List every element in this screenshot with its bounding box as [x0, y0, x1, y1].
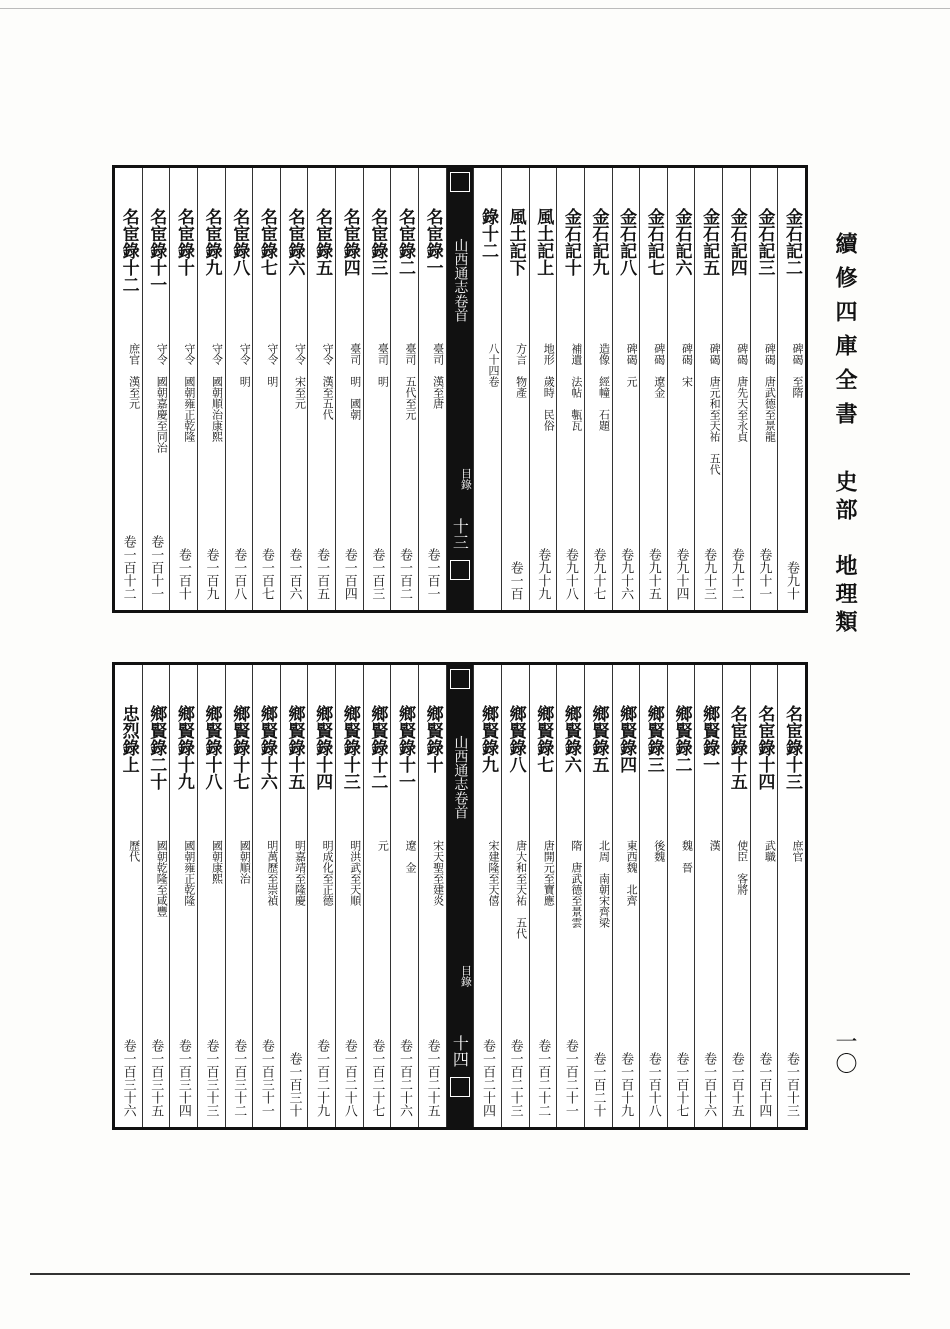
entry-note: 遼 金 — [404, 840, 418, 873]
toc-column — [473, 665, 501, 1127]
entry-title: 鄉賢錄一 — [699, 705, 720, 773]
entry-title: 金石記四 — [726, 208, 747, 276]
entry-title: 鄉賢錄六 — [560, 705, 581, 773]
entry-note: 庶官 漢至元 — [127, 343, 141, 409]
entry-title: 名宦錄十五 — [726, 705, 747, 790]
entry-juan: 卷九十七 — [590, 548, 606, 600]
entry-juan: 卷九十九 — [535, 548, 551, 600]
entry-title: 鄉賢錄十一 — [395, 705, 416, 790]
entry-note: 臺司 五代至元 — [404, 343, 418, 420]
entry-juan: 卷一百二十四 — [479, 1039, 495, 1117]
fold-fishtail-top — [450, 172, 471, 192]
entry-title: 名宦錄七 — [256, 208, 277, 276]
entry-note: 造像 經幢 石題 — [597, 343, 611, 431]
entry-note: 武職 — [763, 840, 777, 862]
entry-juan: 卷一百九 — [203, 548, 219, 600]
entry-juan: 卷一百二十一 — [562, 1039, 578, 1117]
entry-note: 明嘉靖至隆慶 — [293, 840, 307, 906]
entry-juan: 卷一百十 — [175, 548, 191, 600]
entry-title: 鄉賢錄二十 — [146, 705, 167, 790]
toc-column — [390, 665, 418, 1127]
entry-juan: 卷一百二十五 — [424, 1039, 440, 1117]
book-series-title: 續修四庫全書 — [832, 232, 858, 436]
entry-note: 國朝順治 — [238, 840, 252, 884]
toc-column — [694, 665, 722, 1127]
entry-title: 名宦錄十二 — [118, 208, 139, 293]
toc-column — [307, 168, 335, 610]
fold-label: 目錄 — [459, 468, 473, 490]
toc-column — [335, 168, 363, 610]
entry-note: 明萬歷至崇禎 — [265, 840, 279, 906]
toc-column — [750, 665, 778, 1127]
toc-column — [225, 168, 253, 610]
entry-note: 碑碣 宋 — [680, 343, 694, 387]
toc-column — [418, 168, 446, 610]
entry-note: 守令 明 — [265, 343, 279, 387]
entry-title: 名宦錄十四 — [754, 705, 775, 790]
entry-juan: 卷一百十四 — [756, 1052, 772, 1117]
entry-note: 北周 南朝宋齊梁 — [597, 840, 611, 928]
entry-juan: 卷一百六 — [286, 548, 302, 600]
fold-volume-title: 山西通志卷首 — [452, 735, 469, 819]
entry-note: 歷代 — [127, 840, 141, 862]
entry-title: 鄉賢錄五 — [588, 705, 609, 773]
entry-note: 東西魏 北齊 — [625, 840, 639, 906]
entry-title: 風土記下 — [505, 208, 526, 276]
entry-title: 名宦錄九 — [201, 208, 222, 276]
toc-column — [363, 665, 391, 1127]
entry-note: 臺司 明 — [376, 343, 390, 387]
entry-note: 補遺 法帖 甎瓦 — [569, 343, 583, 431]
toc-column — [694, 168, 722, 610]
entry-juan: 卷一百二十七 — [369, 1039, 385, 1117]
toc-column — [639, 168, 667, 610]
entry-title: 名宦錄八 — [229, 208, 250, 276]
entry-title: 金石記七 — [643, 208, 664, 276]
entry-note: 守令 國朝順治康熙 — [210, 343, 224, 442]
entry-title: 名宦錄四 — [339, 208, 360, 276]
entry-juan: 卷一百三 — [369, 548, 385, 600]
scan-edge-bottom — [30, 1273, 910, 1275]
entry-note: 臺司 明 國朝 — [348, 343, 362, 420]
bottom-page-panel — [112, 662, 808, 1130]
fold-fishtail-top — [450, 669, 471, 689]
bottom-columns — [115, 665, 805, 1127]
toc-column — [667, 168, 695, 610]
entry-title: 鄉賢錄二 — [671, 705, 692, 773]
entry-juan: 卷一百十八 — [645, 1052, 661, 1117]
entry-juan: 卷一百十二 — [120, 535, 136, 600]
entry-juan: 卷一百二 — [397, 548, 413, 600]
entry-note: 碑碣 遼金 — [652, 343, 666, 398]
entry-juan: 卷一百十五 — [728, 1052, 744, 1117]
entry-title: 金石記八 — [616, 208, 637, 276]
entry-juan: 卷九十三 — [701, 548, 717, 600]
entry-title: 名宦錄二 — [395, 208, 416, 276]
toc-column — [390, 168, 418, 610]
entry-note: 碑碣 元 — [625, 343, 639, 387]
toc-column — [750, 168, 778, 610]
toc-column — [529, 665, 557, 1127]
toc-column — [556, 168, 584, 610]
entry-note: 唐大和至天祐 五代 — [514, 840, 528, 939]
toc-column — [335, 665, 363, 1127]
entry-title: 鄉賢錄十七 — [229, 705, 250, 790]
toc-column — [363, 168, 391, 610]
entry-juan: 卷一百二十 — [590, 1052, 606, 1117]
entry-title: 名宦錄一 — [422, 208, 443, 276]
entry-title: 名宦錄十三 — [782, 705, 802, 790]
scan-edge-top — [0, 8, 950, 9]
entry-note: 宋建隆至天僖 — [486, 840, 500, 906]
entry-juan: 卷一百五 — [314, 548, 330, 600]
toc-column — [197, 665, 225, 1127]
entry-title: 金石記十 — [560, 208, 581, 276]
toc-column — [529, 168, 557, 610]
entry-title: 鄉賢錄三 — [643, 705, 664, 773]
entry-title: 風土記上 — [533, 208, 554, 276]
entry-title: 名宦錄三 — [367, 208, 388, 276]
entry-note: 八十四卷 — [486, 343, 500, 387]
toc-column — [252, 665, 280, 1127]
top-page-panel — [112, 165, 808, 613]
toc-column — [197, 168, 225, 610]
entry-title: 名宦錄五 — [312, 208, 333, 276]
entry-title: 鄉賢錄十 — [422, 705, 443, 773]
entry-note: 碑碣 唐武德至景龍 — [763, 343, 777, 442]
entry-title: 金石記五 — [699, 208, 720, 276]
entry-juan: 卷一百三十三 — [203, 1039, 219, 1117]
toc-column — [142, 665, 170, 1127]
toc-column — [115, 168, 142, 610]
entry-juan: 卷一百十九 — [618, 1052, 634, 1117]
toc-column — [280, 665, 308, 1127]
entry-note: 漢 — [708, 840, 722, 851]
entry-note: 守令 國朝雍正乾隆 — [182, 343, 196, 442]
entry-title: 名宦錄六 — [284, 208, 305, 276]
entry-note: 守令 明 — [238, 343, 252, 387]
entry-note: 地形 歲時 民俗 — [542, 343, 556, 431]
entry-title: 鄉賢錄四 — [616, 705, 637, 773]
entry-note: 後魏 — [652, 840, 666, 862]
toc-column — [252, 168, 280, 610]
toc-column — [612, 665, 640, 1127]
entry-title: 金石記三 — [754, 208, 775, 276]
entry-title: 鄉賢錄十九 — [173, 705, 194, 790]
entry-note: 宋天聖至建炎 — [431, 840, 445, 906]
entry-juan: 卷一百八 — [231, 548, 247, 600]
fold-leaf-number: 十四 — [450, 1035, 470, 1067]
toc-column — [777, 168, 805, 610]
entry-title: 鄉賢錄七 — [533, 705, 554, 773]
entry-juan: 卷一百一 — [424, 548, 440, 600]
entry-title: 鄉賢錄九 — [477, 705, 498, 773]
toc-column — [722, 665, 750, 1127]
toc-column — [556, 665, 584, 1127]
page-number: 一〇 — [832, 1030, 857, 1074]
toc-column — [115, 665, 142, 1127]
entry-title: 鄉賢錄十八 — [201, 705, 222, 790]
entry-title: 金石記二 — [782, 208, 802, 276]
fold-center-strip — [446, 168, 474, 610]
entry-title: 鄉賢錄十五 — [284, 705, 305, 790]
entry-note: 使臣 客將 — [735, 840, 749, 895]
entry-juan: 卷九十一 — [756, 548, 772, 600]
toc-column — [473, 168, 501, 610]
entry-title: 鄉賢錄十二 — [367, 705, 388, 790]
toc-column — [584, 168, 612, 610]
fold-volume-title: 山西通志卷首 — [452, 238, 469, 322]
entry-note: 庶官 — [791, 840, 804, 862]
entry-title: 金石記六 — [671, 208, 692, 276]
entry-note: 明成化至正德 — [321, 840, 335, 906]
entry-title: 鄉賢錄十六 — [256, 705, 277, 790]
toc-column — [667, 665, 695, 1127]
fold-center-strip — [446, 665, 474, 1127]
toc-column — [501, 665, 529, 1127]
entry-juan: 卷一百七 — [258, 548, 274, 600]
fold-leaf-number: 十三 — [450, 518, 470, 550]
entry-juan: 卷一百二十三 — [507, 1039, 523, 1117]
toc-column — [280, 168, 308, 610]
entry-title: 鄉賢錄八 — [505, 705, 526, 773]
toc-column — [722, 168, 750, 610]
entry-title: 名宦錄十一 — [146, 208, 167, 293]
toc-column — [142, 168, 170, 610]
fold-fishtail-bottom — [450, 1077, 471, 1097]
entry-juan: 卷一百二十六 — [397, 1039, 413, 1117]
entry-note: 國朝雍正乾隆 — [182, 840, 196, 906]
entry-juan: 卷九十八 — [562, 548, 578, 600]
toc-column — [584, 665, 612, 1127]
entry-note: 國朝乾隆至咸豐 — [155, 840, 169, 917]
entry-juan: 卷九十 — [784, 561, 799, 600]
entry-juan: 卷一百三十五 — [148, 1039, 164, 1117]
entry-note: 方言 物產 — [514, 343, 528, 398]
entry-juan: 卷九十二 — [728, 548, 744, 600]
entry-note: 魏 晉 — [680, 840, 694, 873]
entry-juan: 卷一百十一 — [148, 535, 164, 600]
fold-fishtail-bottom — [450, 560, 471, 580]
book-section: 史部 地理類 — [832, 470, 858, 638]
top-columns — [115, 168, 805, 610]
entry-note: 碑碣 唐元和至天祐 五代 — [708, 343, 722, 475]
entry-juan: 卷一百三十二 — [231, 1039, 247, 1117]
entry-note: 守令 國朝嘉慶至同治 — [155, 343, 169, 453]
entry-note: 隋 唐武德至景雲 — [569, 840, 583, 928]
entry-title: 名宦錄十 — [173, 208, 194, 276]
entry-note: 唐開元至寶應 — [542, 840, 556, 906]
toc-column — [418, 665, 446, 1127]
entry-note: 國朝康熙 — [210, 840, 224, 884]
fold-label: 目錄 — [459, 965, 473, 987]
entry-note: 元 — [376, 840, 390, 851]
toc-column — [169, 665, 197, 1127]
entry-title: 鄉賢錄十四 — [312, 705, 333, 790]
entry-juan: 卷一百三十一 — [258, 1039, 274, 1117]
entry-juan: 卷一百三十四 — [175, 1039, 191, 1117]
entry-title: 鄉賢錄十三 — [339, 705, 360, 790]
entry-note: 明洪武至天順 — [348, 840, 362, 906]
entry-juan: 卷九十四 — [673, 548, 689, 600]
entry-juan: 卷九十六 — [618, 548, 634, 600]
toc-column — [225, 665, 253, 1127]
entry-juan: 卷一百十七 — [673, 1052, 689, 1117]
entry-title: 錄十二 — [477, 208, 498, 259]
entry-title: 金石記九 — [588, 208, 609, 276]
toc-column — [169, 168, 197, 610]
entry-juan: 卷一百二十二 — [535, 1039, 551, 1117]
toc-column — [501, 168, 529, 610]
entry-juan: 卷一百三十六 — [120, 1039, 136, 1117]
entry-juan: 卷一百 — [507, 561, 523, 600]
entry-note: 臺司 漢至唐 — [431, 343, 445, 409]
entry-juan: 卷一百二十八 — [341, 1039, 357, 1117]
toc-column — [639, 665, 667, 1127]
entry-title: 忠烈錄上 — [118, 705, 139, 773]
entry-juan: 卷一百十六 — [701, 1052, 717, 1117]
entry-juan: 卷一百二十九 — [314, 1039, 330, 1117]
entry-note: 碑碣 唐先天至永貞 — [735, 343, 749, 442]
entry-juan: 卷一百十三 — [784, 1052, 799, 1117]
entry-note: 守令 宋至元 — [293, 343, 307, 409]
toc-column — [777, 665, 805, 1127]
toc-column — [612, 168, 640, 610]
entry-note: 碑碣 至隋 — [791, 343, 804, 398]
toc-column — [307, 665, 335, 1127]
entry-juan: 卷一百四 — [341, 548, 357, 600]
entry-juan: 卷一百三十 — [286, 1052, 302, 1117]
entry-juan: 卷九十五 — [645, 548, 661, 600]
entry-note: 守令 漢至五代 — [321, 343, 335, 420]
